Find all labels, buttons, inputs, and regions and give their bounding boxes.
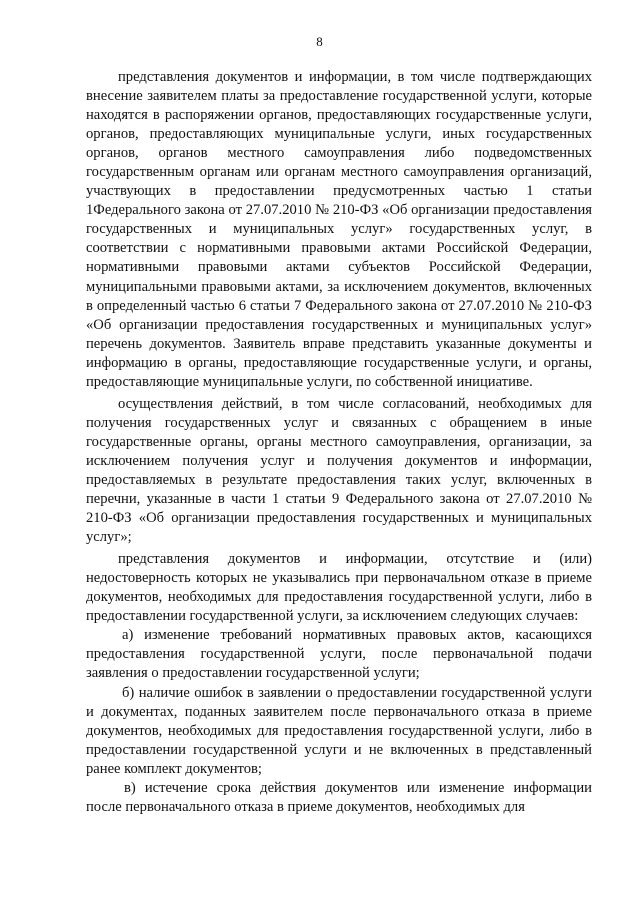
paragraph-documents-not-indicated: представления документов и информации, отсутствие и (или) недостоверность которых не указывались при первоначальном отказе в приеме документов, необходимых для предоставления государственной услуги, либо в предоставлении государственной услуги, за исключением следующих случаев:	[86, 551, 592, 625]
list-item-v: в) истечение срока действия документов или изменение информации после первоначального отказа в приеме документов, необходимых для	[86, 779, 592, 815]
paragraph-actions-approvals: осуществления действий, в том числе согласований, необходимых для получения государственных услуг и связанных с обращением в иные государственные органы, органы местного самоуправления, организации, за исключением получения услуг и получения документов и информации, предоставляемых в результате предоставления таких услуг, включенных в перечни, указанные в части 1 статьи 9 Федерального закона от 27.07.2010 № 210-ФЗ «Об организации предоставления государственных и муниципальных услуг»;	[86, 395, 592, 546]
list-item-a: а) изменение требований нормативных правовых актов, касающихся предоставления государственной услуги, после первоначальной подачи заявления о предоставлении государственной услуги;	[86, 627, 592, 682]
page-number: 8	[316, 34, 323, 49]
list-item-b: б) наличие ошибок в заявлении о предоставлении государственной услуги и документах, поданных заявителем после первоначального отказа в приеме документов, необходимых для предоставления государственной услуги, либо в предоставлении государственной услуги и не включенных в представленный ранее комплект документов;	[86, 684, 592, 777]
document-body	[86, 68, 592, 817]
paragraph-documents-information: представления документов и информации, в том числе подтверждающих внесение заявителем платы за предоставление государственной услуги, которые находятся в распоряжении органов, предоставляющих государственные услуги, органов, предоставляющих муниципальные услуги, иных государственных органов, органов местного самоуправления либо подведомственных государственным органам или органам местного самоуправления организаций, участвующих в предоставлении предусмотренных частью 1 статьи 1Федерального закона от 27.07.2010 № 210-ФЗ «Об организации предоставления государственных и муниципальных услуг» государственных услуг, в соответствии с нормативными правовыми актами Российской Федерации, нормативными правовыми актами субъектов Российской Федерации, муниципальными правовыми актами, за исключением документов, включенных в определенный частью 6 статьи 7 Федерального закона от 27.07.2010 № 210-ФЗ «Об организации предоставления государственных и муниципальных услуг» перечень документов. Заявитель вправе представить указанные документы и информацию в органы, предоставляющие государственные услуги, и органы, предоставляющие муниципальные услуги, по собственной инициативе.	[86, 69, 592, 390]
